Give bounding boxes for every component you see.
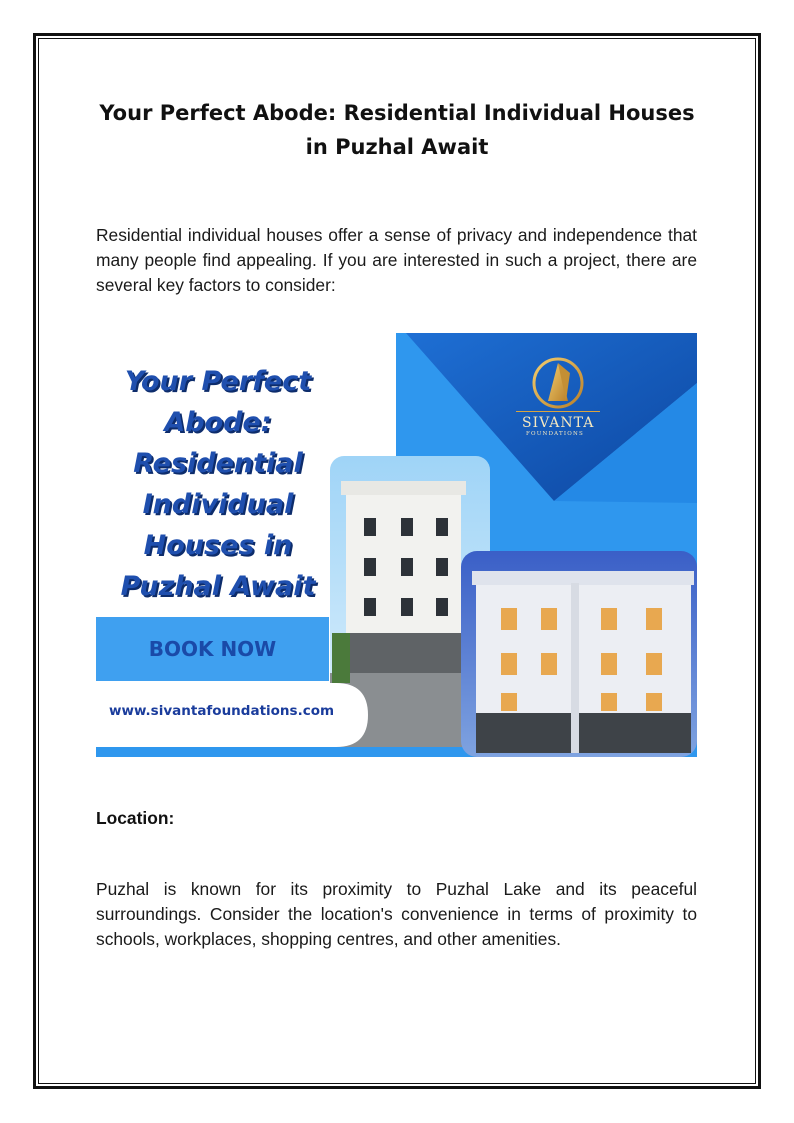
location-paragraph: Puzhal is known for its proximity to Puzhal Lake and its peaceful surroundings. Consider the location's convenience in terms of proximity to schools, workplaces, shopping centres, and other amenities. [96, 879, 697, 949]
logo-subtitle-text: FOUNDATIONS [526, 431, 584, 437]
banner-heading: Your Perfect Abode: Residential Individual Houses in Puzhal Await [120, 366, 316, 602]
building-photo-right [461, 551, 697, 757]
intro-paragraph: Residential individual houses offer a sense of privacy and independence that many people find appealing. If you are interested in such a project, there are several key factors to consider: [96, 225, 697, 295]
document-title: Your Perfect Abode: Residential Individual Houses in Puzhal Await [99, 101, 695, 159]
website-link[interactable]: www.sivantafoundations.com [109, 703, 335, 719]
book-now-button[interactable]: BOOK NOW [96, 617, 329, 681]
left-bottom-blue [96, 681, 106, 747]
logo-brand-text: SIVANTA [522, 415, 595, 431]
promo-banner[interactable] [96, 333, 697, 757]
location-heading: Location: [96, 808, 175, 828]
